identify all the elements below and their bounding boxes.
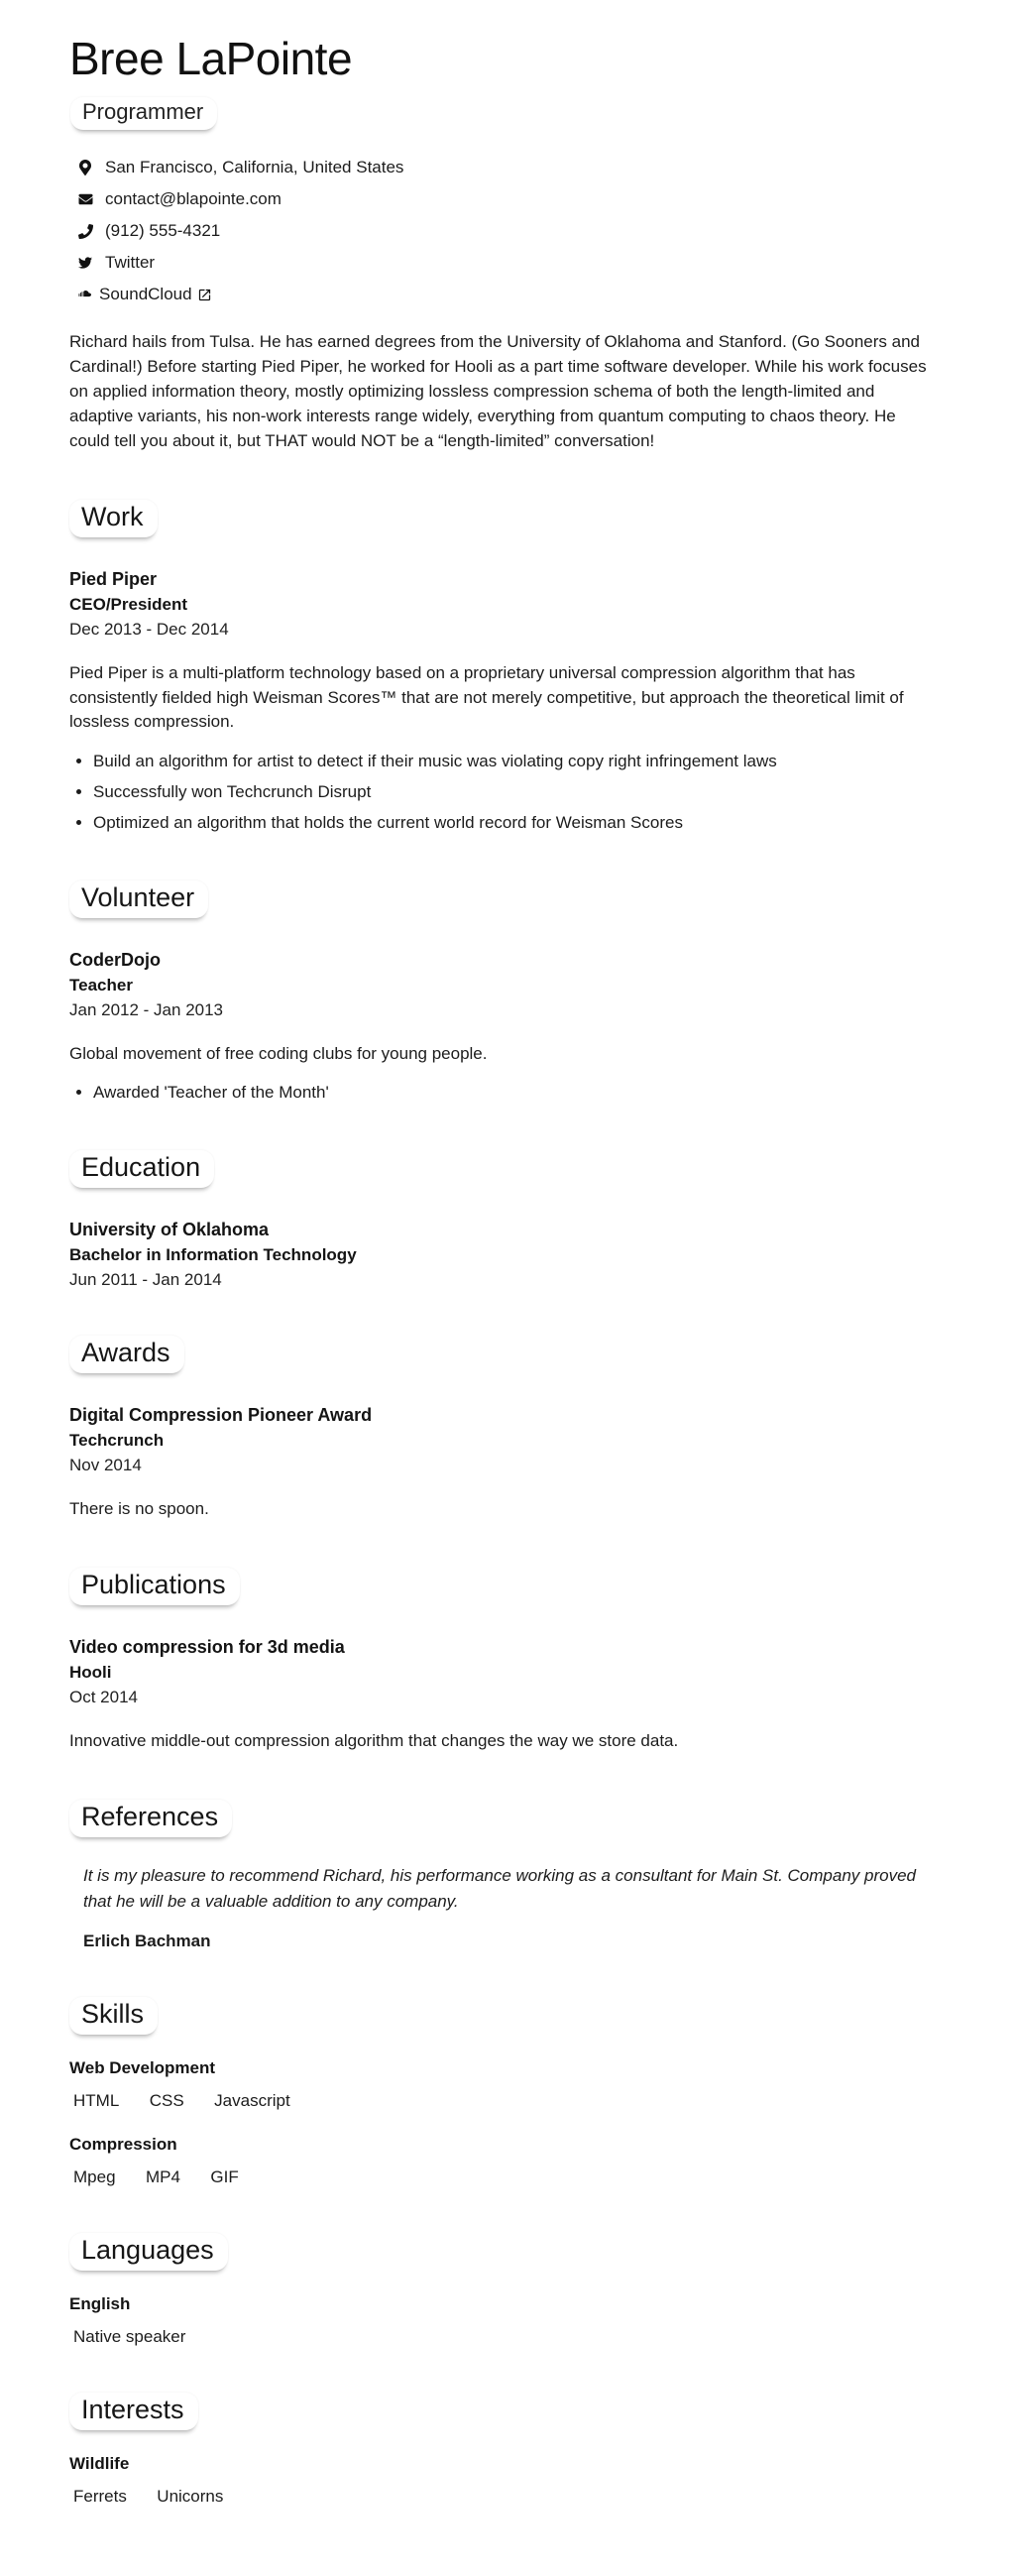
volunteer-highlight: • Awarded 'Teacher of the Month' bbox=[93, 1082, 932, 1105]
page-title: Bree LaPointe bbox=[69, 33, 353, 84]
award-awarder: Techcrunch bbox=[69, 1431, 165, 1451]
skill-keyword: Mpeg bbox=[73, 2167, 116, 2187]
interests-heading: Interests bbox=[69, 2393, 198, 2430]
education-dates: Jun 2011 - Jan 2014 bbox=[69, 1270, 222, 1290]
language-name: English bbox=[69, 2294, 131, 2314]
section-education bbox=[69, 1150, 932, 1290]
envelope-icon bbox=[75, 192, 95, 206]
contact-twitter-text: Twitter bbox=[105, 253, 156, 272]
section-publications bbox=[69, 1568, 932, 1754]
language-fluency: Native speaker bbox=[73, 2327, 186, 2347]
contact-email-text: contact@blapointe.com bbox=[105, 189, 282, 208]
section-skills bbox=[69, 1997, 932, 2187]
interest-keywords bbox=[73, 2487, 932, 2507]
education-heading: Education bbox=[69, 1150, 214, 1188]
volunteer-summary: Global movement of free coding clubs for young people. bbox=[69, 1043, 488, 1063]
publication-publisher: Hooli bbox=[69, 1662, 112, 1682]
interest-name: Wildlife bbox=[69, 2454, 130, 2474]
publication-date: Oct 2014 bbox=[69, 1687, 138, 1706]
work-highlight: • Build an algorithm for artist to detect if their music was violating copy right infringement laws bbox=[93, 751, 932, 773]
publications-heading: Publications bbox=[69, 1568, 240, 1605]
skill-keyword: MP4 bbox=[145, 2167, 180, 2187]
work-company: Pied Piper bbox=[69, 568, 158, 589]
role-label: Programmer bbox=[82, 99, 204, 124]
awards-heading: Awards bbox=[69, 1336, 184, 1373]
award-entry bbox=[69, 1405, 932, 1522]
interest-keyword: Ferrets bbox=[73, 2487, 127, 2507]
work-summary: Pied Piper is a multi-platform technology based on a proprietary universal compression algorithm that has consistently fielded high Weisman Scores™ that are not merely competitive, but approach the theoretical limit of lossless compression. bbox=[69, 662, 904, 732]
skills-heading: Skills bbox=[69, 1997, 158, 2035]
work-entry bbox=[69, 569, 932, 835]
contact-location-text: San Francisco, California, United States bbox=[105, 158, 404, 176]
publication-title: Video compression for 3d media bbox=[69, 1636, 345, 1657]
volunteer-organization: CoderDojo bbox=[69, 949, 161, 970]
references-heading: References bbox=[69, 1800, 232, 1837]
award-title: Digital Compression Pioneer Award bbox=[69, 1405, 373, 1426]
section-volunteer bbox=[69, 880, 932, 1106]
education-institution: University of Oklahoma bbox=[69, 1220, 270, 1240]
education-entry bbox=[69, 1220, 932, 1290]
skill-keyword: CSS bbox=[149, 2091, 184, 2111]
phone-icon bbox=[75, 224, 95, 239]
volunteer-highlights bbox=[69, 1082, 932, 1105]
volunteer-dates: Jan 2012 - Jan 2013 bbox=[69, 999, 224, 1019]
section-interests bbox=[69, 2393, 932, 2507]
award-summary: There is no spoon. bbox=[69, 1499, 209, 1519]
work-heading: Work bbox=[69, 500, 158, 537]
publication-summary: Innovative middle-out compression algorithm that changes the way we store data. bbox=[69, 1730, 679, 1750]
external-link-icon bbox=[197, 288, 212, 302]
role-badge bbox=[70, 97, 217, 130]
skill-keyword: Javascript bbox=[214, 2091, 290, 2111]
skill-keyword: GIF bbox=[210, 2167, 239, 2187]
contact-soundcloud[interactable] bbox=[75, 285, 932, 304]
contact-list bbox=[75, 158, 932, 304]
skill-keyword: HTML bbox=[73, 2091, 120, 2111]
twitter-icon bbox=[75, 256, 95, 270]
section-languages bbox=[69, 2233, 932, 2347]
contact-location bbox=[75, 158, 932, 177]
section-awards bbox=[69, 1336, 932, 1522]
contact-email[interactable] bbox=[75, 189, 932, 209]
volunteer-entry bbox=[69, 950, 932, 1106]
interest-keyword: Unicorns bbox=[157, 2487, 224, 2507]
work-dates: Dec 2013 - Dec 2014 bbox=[69, 619, 229, 639]
work-highlight: • Optimized an algorithm that holds the current world record for Weisman Scores bbox=[93, 812, 932, 835]
contact-soundcloud-text: SoundCloud bbox=[99, 285, 192, 303]
section-references bbox=[69, 1800, 932, 1952]
award-date: Nov 2014 bbox=[69, 1456, 142, 1475]
section-work bbox=[69, 500, 932, 835]
work-highlights bbox=[69, 751, 932, 835]
reference-quote: It is my pleasure to recommend Richard, his performance working as a consultant for Main St. Company proved that he will be a valuable addition to any company. bbox=[83, 1865, 916, 1911]
contact-phone bbox=[75, 221, 932, 241]
location-pin-icon bbox=[75, 160, 95, 176]
skill-group-name: Web Development bbox=[69, 2058, 216, 2078]
volunteer-heading: Volunteer bbox=[69, 880, 208, 918]
skill-group-name: Compression bbox=[69, 2135, 177, 2155]
skill-keywords bbox=[73, 2091, 932, 2111]
reference-name: Erlich Bachman bbox=[83, 1932, 211, 1951]
contact-twitter[interactable] bbox=[75, 253, 932, 273]
about-summary: Richard hails from Tulsa. He has earned degrees from the University of Oklahoma and Stanford. (Go Sooners and Cardinal!) Before starting Pied Piper, he worked for Hooli as a part time software developer. While his work focuses on applied information theory, mostly optimizing lossless compression schema of both the length-limited and adaptive variants, his non-work interests range widely, everything from quantum computing to chaos theory. He could tell you about it, but THAT would NOT be a “length-limited” conversation! bbox=[69, 332, 927, 450]
publication-entry bbox=[69, 1637, 932, 1754]
contact-phone-text: (912) 555-4321 bbox=[105, 221, 221, 240]
work-highlight: • Successfully won Techcrunch Disrupt bbox=[93, 781, 932, 804]
soundcloud-icon bbox=[75, 288, 97, 302]
education-degree: Bachelor in Information Technology bbox=[69, 1245, 357, 1265]
work-position: CEO/President bbox=[69, 594, 188, 614]
volunteer-position: Teacher bbox=[69, 975, 133, 995]
languages-heading: Languages bbox=[69, 2233, 228, 2271]
skill-keywords bbox=[73, 2167, 932, 2187]
